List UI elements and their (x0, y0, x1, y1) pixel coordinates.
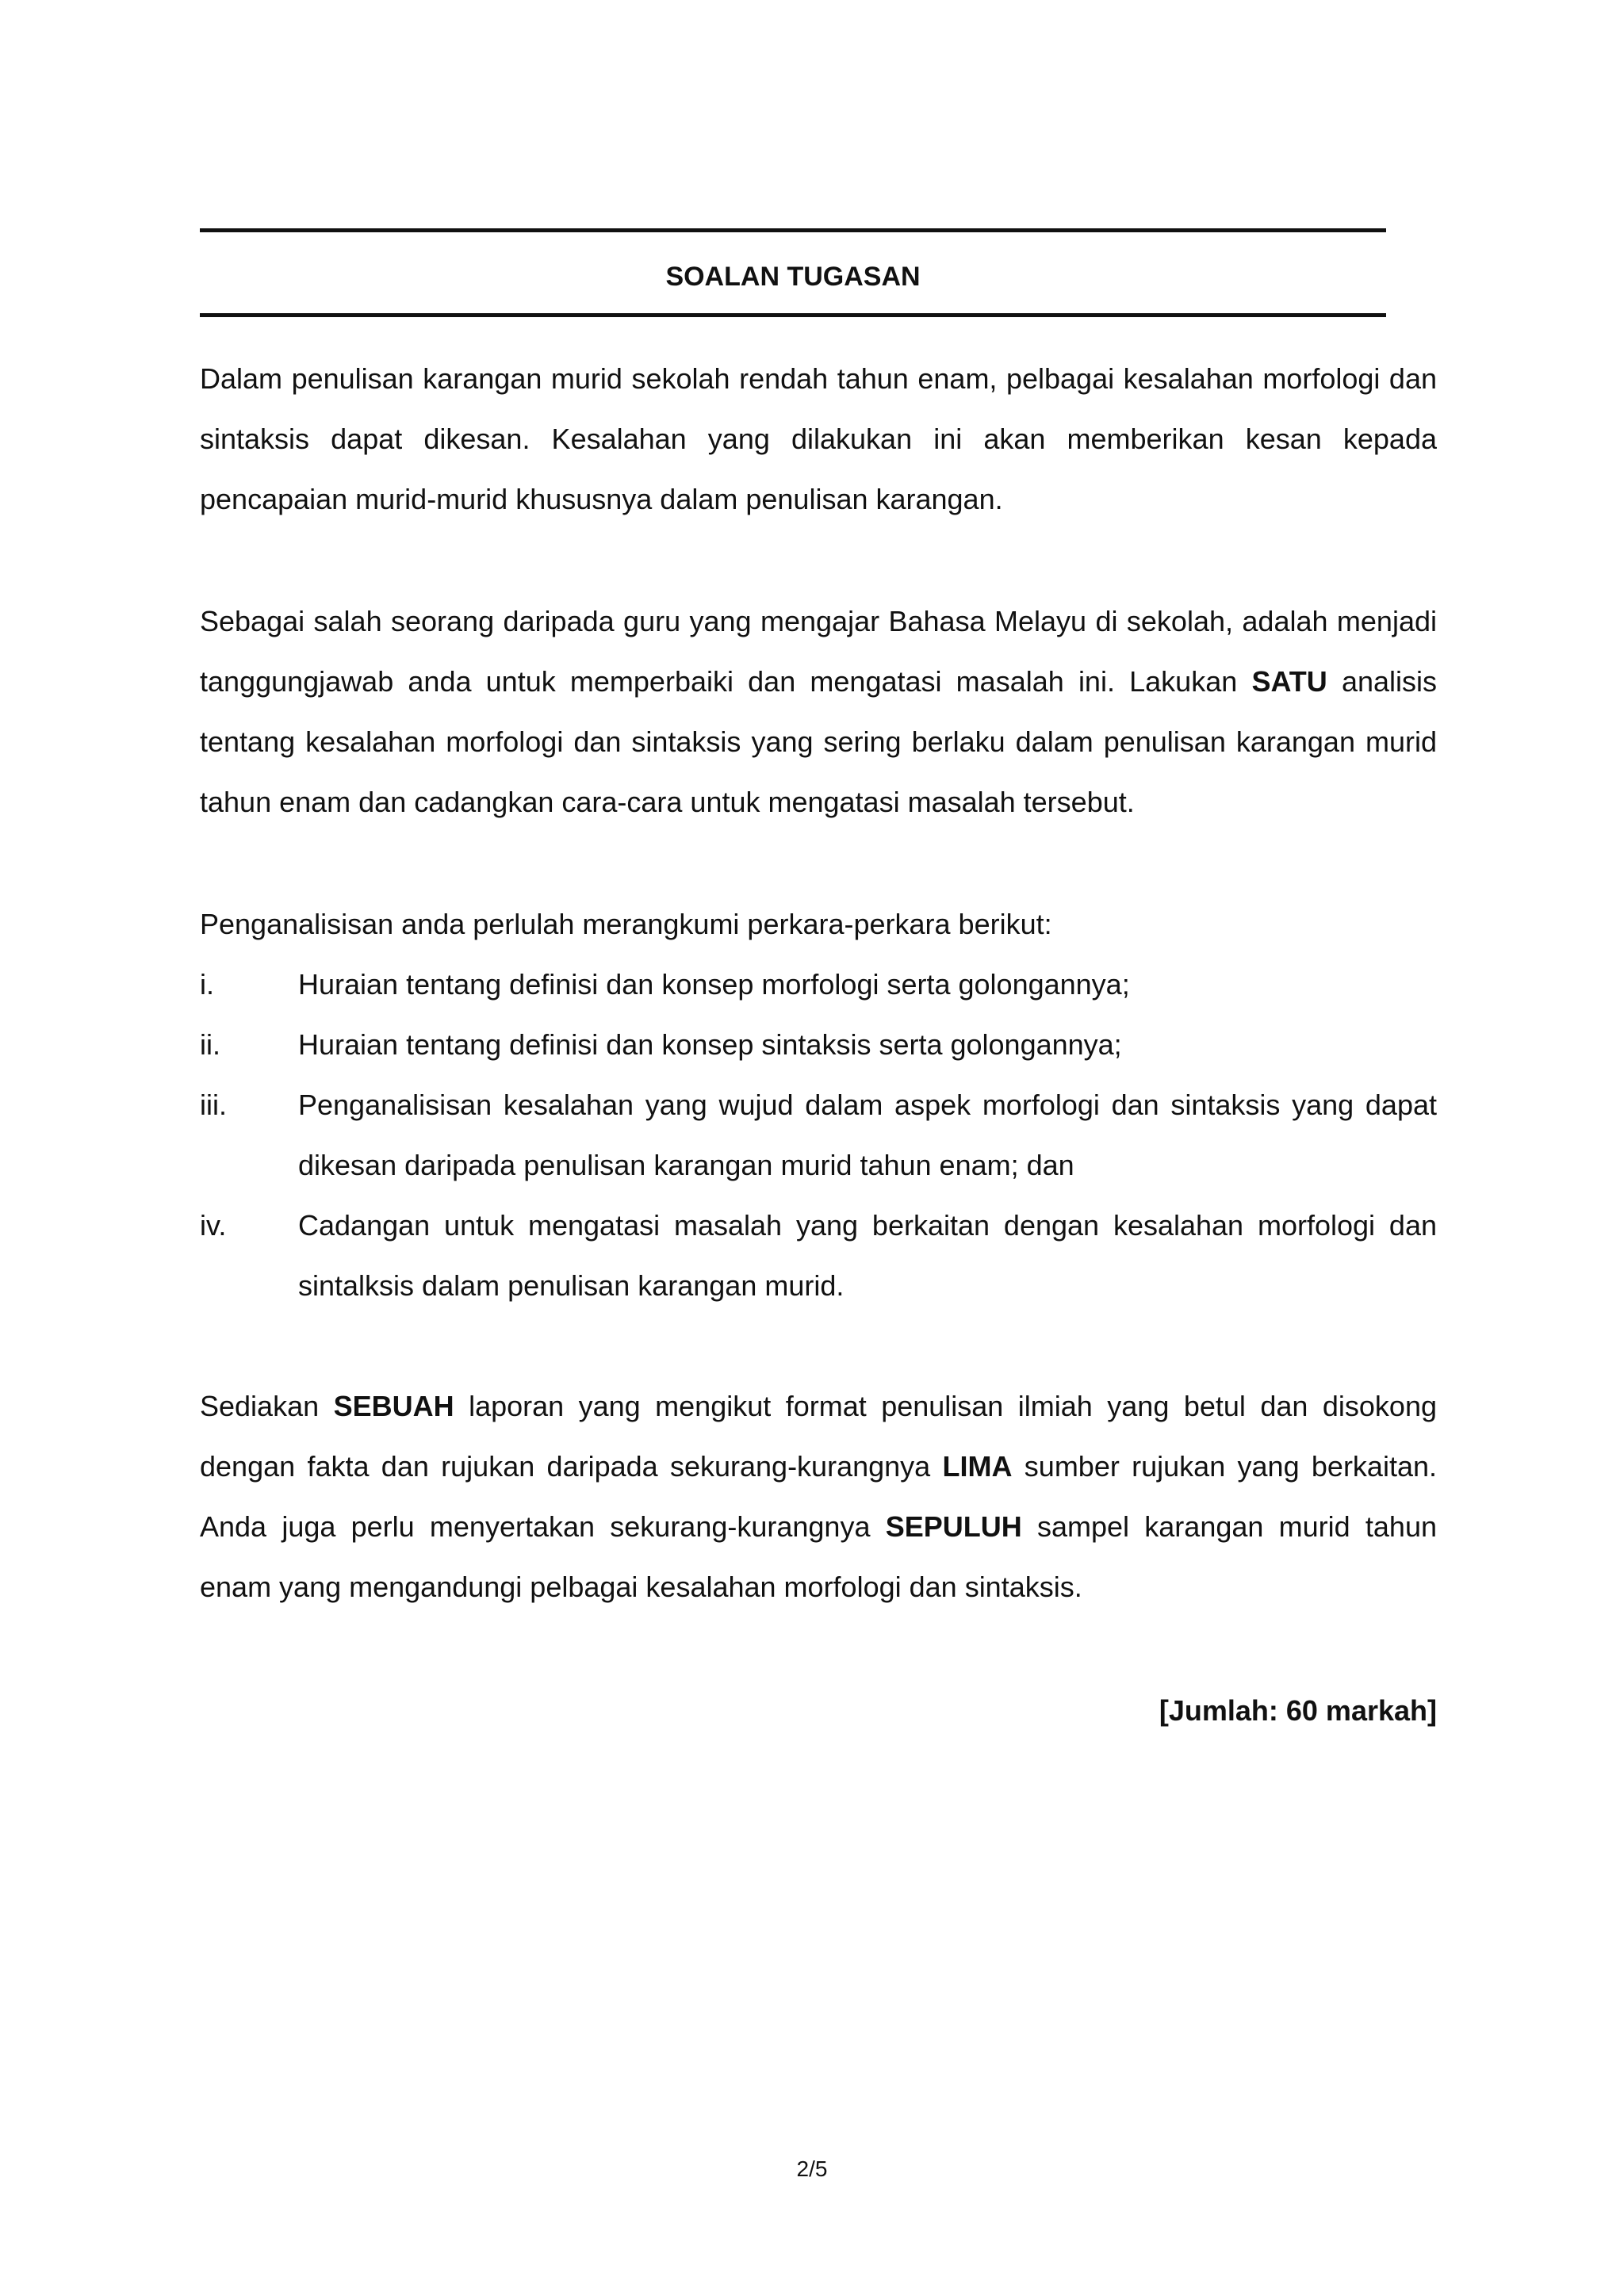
paragraph-2-text-b: analisis tentang kesalahan morfologi dan sintaksis yang sering berlaku dalam penulisan karangan murid tahun enam dan cadangkan cara-cara untuk mengatasi masalah tersebut. (200, 665, 1438, 818)
list-item-text: Cadangan untuk mengatasi masalah yang berkaitan dengan kesalahan morfologi dan sintalksis dalam penulisan karangan murid. (298, 1209, 1437, 1302)
list-item-number: ii. (200, 1028, 220, 1061)
paragraph-3-text-b: laporan yang mengikut format penulisan ilmiah yang betul dan disokong dengan fakta dan rujukan daripada sekurang-kurangnya (200, 1390, 1437, 1483)
paragraph-3-text-c: sumber rujukan yang berkaitan. Anda juga perlu menyertakan sekurang-kurangnya (200, 1450, 1437, 1543)
page-title: SOALAN TUGASAN (665, 262, 921, 292)
list-item-text: Huraian tentang definisi dan konsep sintaksis serta golongannya; (298, 1028, 1122, 1061)
paragraph-1: Dalam penulisan karangan murid sekolah rendah tahun enam, pelbagai kesalahan morfologi dan sintaksis dapat dikesan. Kesalahan yang dilakukan ini akan memberikan kesan kepada pencapaian murid-murid khususnya dalam penulisan karangan. (200, 362, 1437, 515)
paragraph-3-text-d: sampel karangan murid tahun enam yang mengandungi pelbagai kesalahan morfologi dan sintaksis. (200, 1510, 1437, 1603)
list-intro: Penganalisisan anda perlulah merangkumi perkara-perkara berikut: (200, 908, 1052, 940)
total-marks: [Jumlah: 60 markah] (1159, 1694, 1437, 1727)
paragraph-3-text-a: Sediakan (200, 1390, 334, 1422)
paragraph-3-bold-lima: LIMA (942, 1450, 1013, 1483)
page-number: 2/5 (796, 2156, 828, 2181)
paragraph-2 (200, 591, 1437, 832)
paragraph-2-text-a: Sebagai salah seorang daripada guru yang mengajar Bahasa Melayu di sekolah, adalah menjadi tanggungjawab anda untuk memperbaiki dan mengatasi masalah ini. Lakukan (200, 605, 1437, 698)
paragraph-3-bold-sepuluh: SEPULUH (885, 1510, 1022, 1543)
paragraph-2-bold-satu: SATU (1251, 665, 1327, 698)
bottom-rule (200, 313, 1386, 317)
list-item-number: iv. (200, 1209, 227, 1242)
paragraph-3 (200, 1376, 1437, 1617)
paragraph-3-bold-sebuah: SEBUAH (333, 1390, 454, 1422)
list-item-text: Huraian tentang definisi dan konsep morfologi serta golongannya; (298, 968, 1130, 1001)
list-item-text: Penganalisisan kesalahan yang wujud dalam aspek morfologi dan sintaksis yang dapat dikesan daripada penulisan karangan murid tahun enam; dan (298, 1089, 1437, 1181)
list-item-number: iii. (200, 1089, 227, 1121)
top-rule (200, 228, 1386, 232)
list-item-number: i. (200, 968, 214, 1001)
